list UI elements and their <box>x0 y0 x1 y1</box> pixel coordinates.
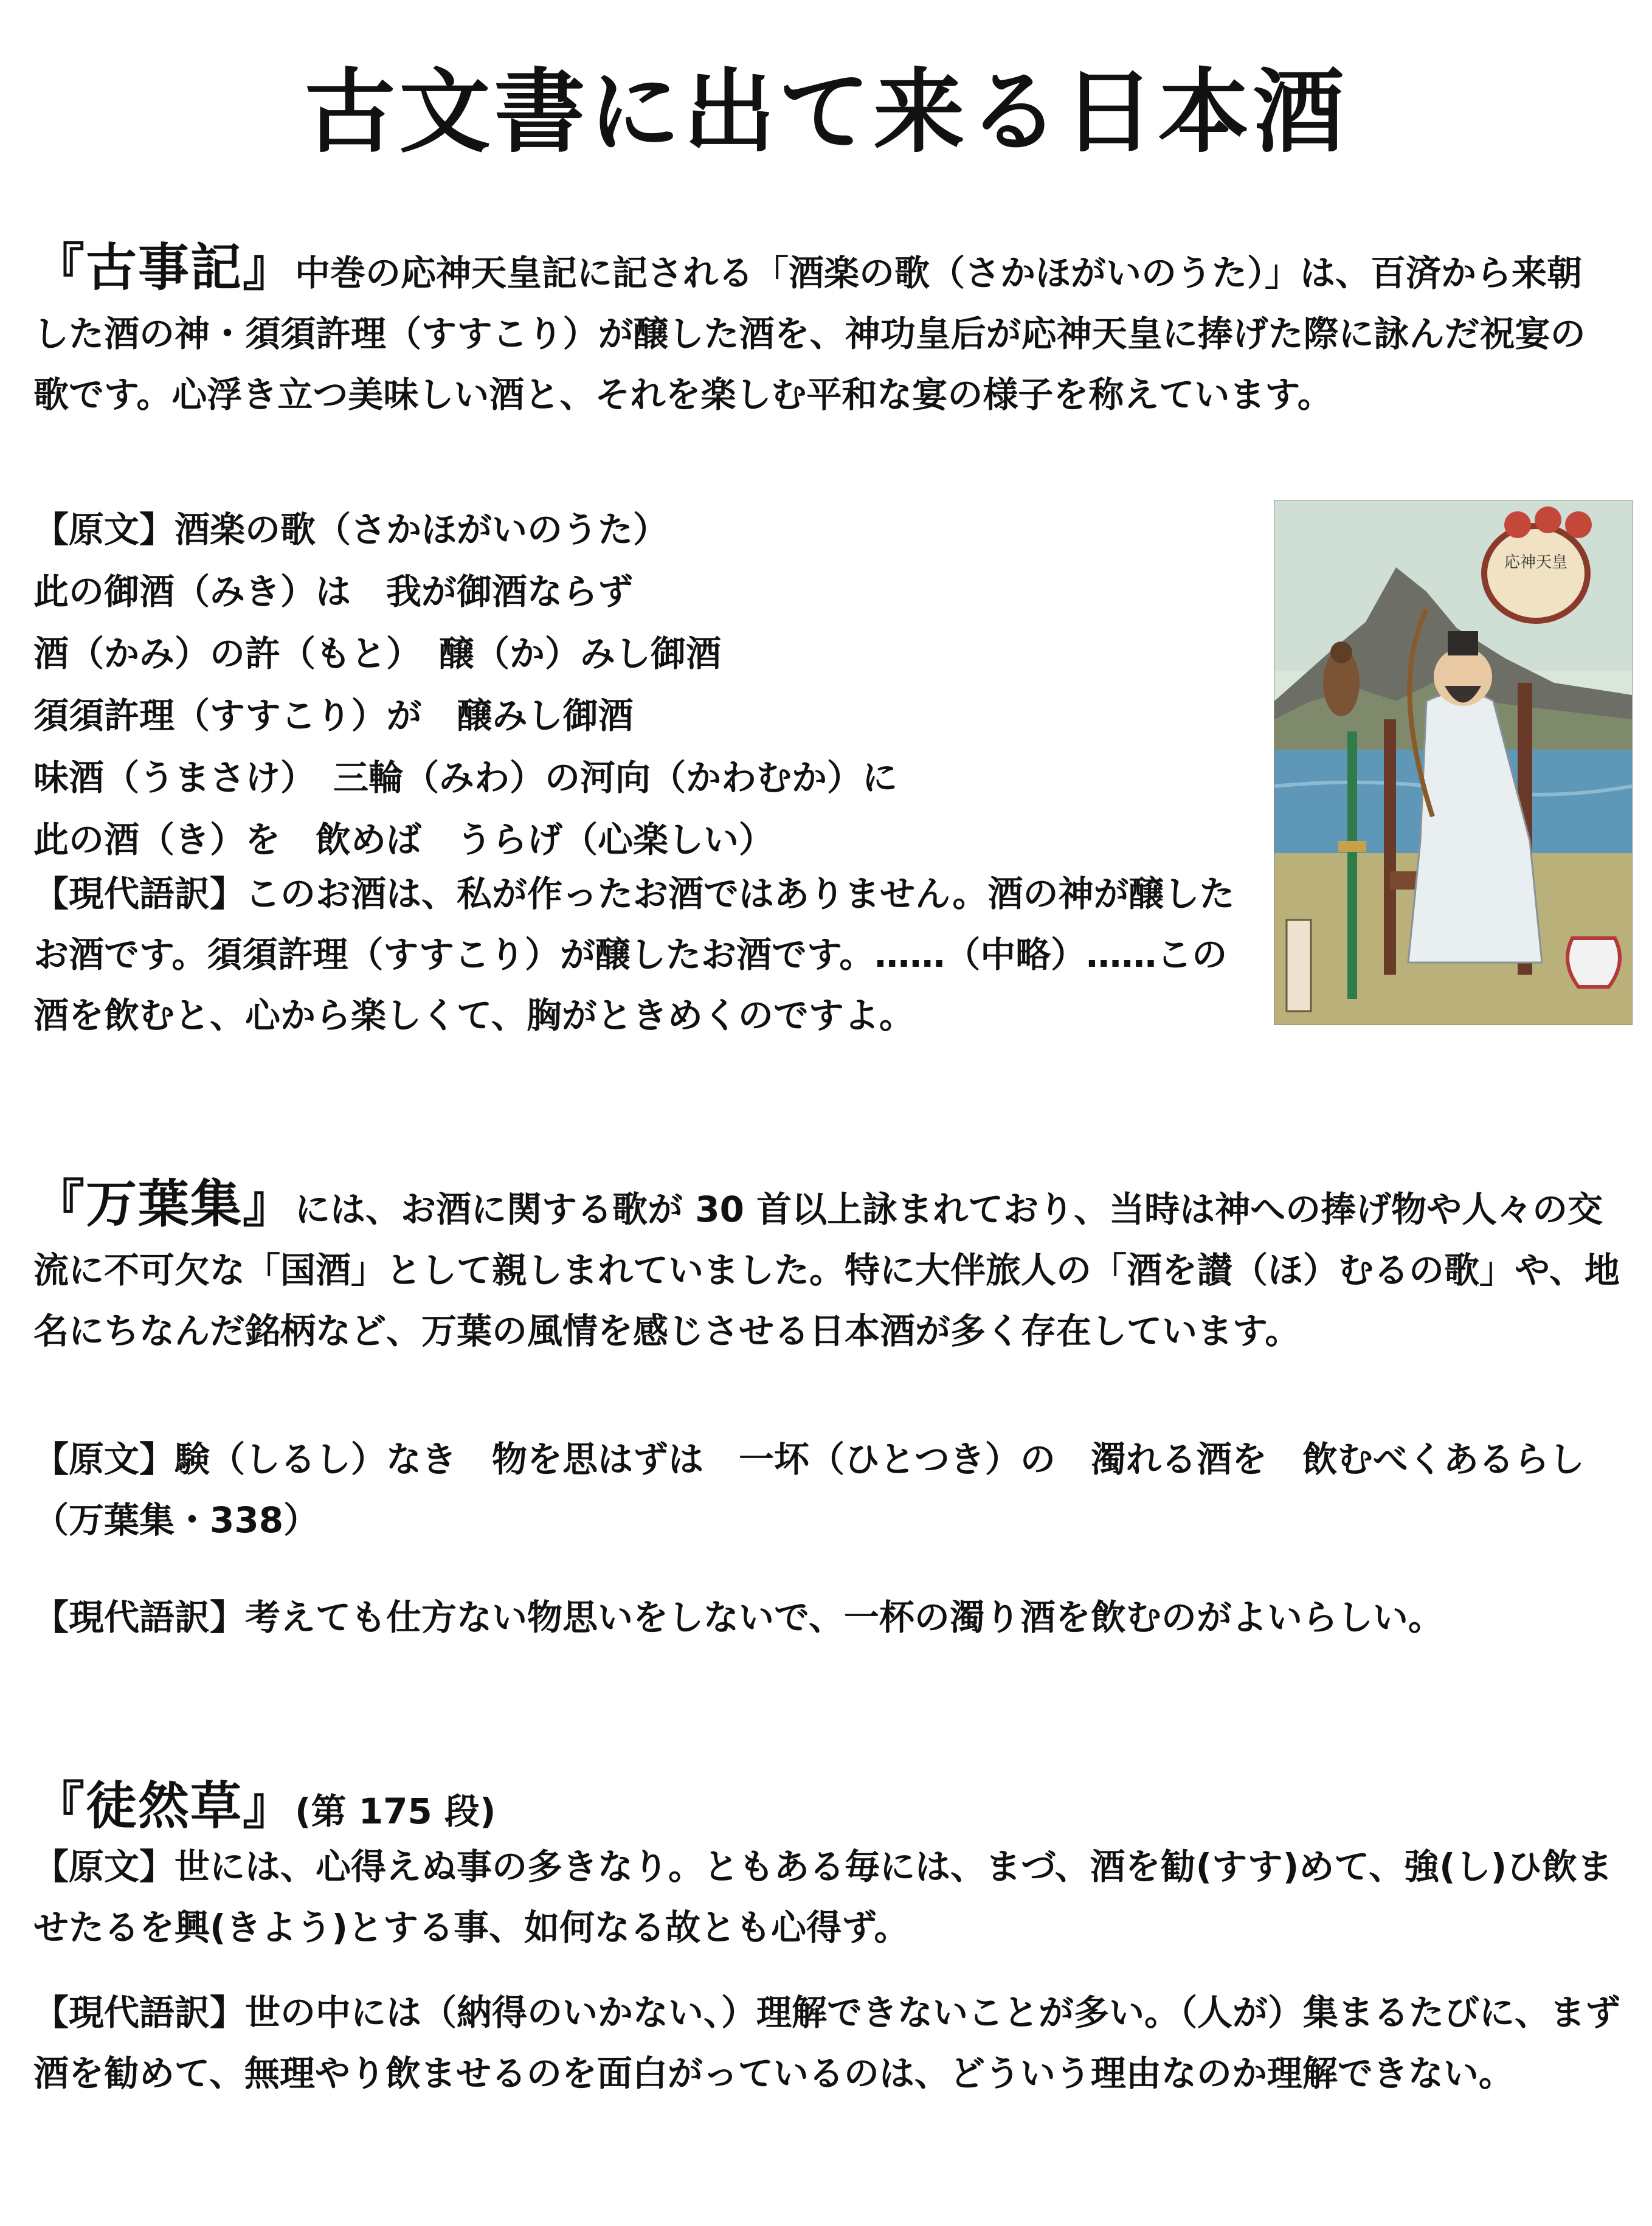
kojiki-translation: 【現代語訳】このお酒は、私が作ったお酒ではありません。酒の神が醸したお酒です。須須許理（すすこり）が醸したお酒です。……（中略）……この酒を飲むと、心から楽しくて、胸がときめくのですよ。 <box>33 873 1235 1036</box>
manyoshu-original: 【原文】験（しるし）なき 物を思はずは 一坏（ひとつき）の 濁れる酒を 飲むべくあるらし（万葉集・338） <box>33 1439 1585 1541</box>
kojiki-poem <box>33 499 1249 871</box>
poem-line: 酒（かみ）の許（もと） 醸（か）みし御酒 <box>33 633 722 674</box>
tsurezuregusa-translation-block <box>33 1982 1626 2104</box>
kojiki-translation-block <box>33 863 1237 1046</box>
tsurezuregusa-original-block <box>33 1836 1626 1958</box>
tsurezuregusa-section-number: (第 175 段) <box>295 1791 496 1832</box>
page-title: 古文書に出て来る日本酒 <box>304 60 1348 165</box>
tsurezuregusa-section <box>33 1775 1626 1842</box>
poem-line: 須須許理（すすこり）が 醸みし御酒 <box>33 695 634 736</box>
manyoshu-intro-paragraph <box>33 1173 1626 1361</box>
tsurezuregusa-title-line <box>33 1775 1626 1842</box>
manyoshu-translation: 【現代語訳】考えても仕方ない物思いをしないで、一杯の濁り酒を飲むのがよいらしい。 <box>33 1597 1443 1638</box>
emperor-illustration <box>1274 500 1633 1025</box>
kojiki-heading: 『古事記』 <box>33 238 295 297</box>
tsurezuregusa-original: 【原文】世には、心得えぬ事の多きなり。ともある毎には、まづ、酒を勧(すす)めて、強(し)ひ飲ませたるを興(きよう)とする事、如何なる故とも心得ず。 <box>33 1846 1613 1948</box>
tsurezuregusa-translation: 【現代語訳】世の中には（納得のいかない、）理解できないことが多い。（人が）集まるたびに、まず酒を勧めて、無理やり飲ませるのを面白がっているのは、どういう理由なのか理解できない。 <box>33 1992 1621 2094</box>
manyoshu-section <box>33 1173 1626 1361</box>
manyoshu-translation-block <box>33 1587 1626 1648</box>
kojiki-section <box>33 237 1614 425</box>
poem-line: 味酒（うまさけ） 三輪（みわ）の河向（かわむか）に <box>33 757 898 798</box>
manyoshu-intro-text: には、お酒に関する歌が 30 首以上詠まれており、当時は神への捧げ物や人々の交流に不可欠な「国酒」として親しまれていました。特に大伴旅人の「酒を讃（ほ）むるの歌」や、地名にちなんだ銘柄など、万葉の風情を感じさせる日本酒が多く存在しています。 <box>33 1189 1620 1352</box>
poem-line: 此の御酒（みき）は 我が御酒ならず <box>33 571 634 612</box>
poem-line: 此の酒（き）を 飲めば うらげ（心楽しい） <box>33 819 775 860</box>
seal-text: 応神天皇 <box>1504 553 1568 572</box>
kojiki-intro-text: 中巻の応神天皇記に記される「酒楽の歌（さかほがいのうた）」は、百済から来朝した酒の神・須須許理（すすこり）が醸した酒を、神功皇后が応神天皇に捧げた際に詠んだ祝宴の歌です。心浮き立つ美味しい酒と、それを楽しむ平和な宴の様子を称えています。 <box>33 252 1586 415</box>
tsurezuregusa-heading: 『徒然草』 <box>33 1776 295 1836</box>
manyoshu-heading: 『万葉集』 <box>33 1174 295 1234</box>
manyoshu-original-block <box>33 1429 1626 1550</box>
poem-line: 【原文】酒楽の歌（さかほがいのうた） <box>33 509 669 550</box>
kojiki-intro-paragraph <box>33 237 1614 425</box>
